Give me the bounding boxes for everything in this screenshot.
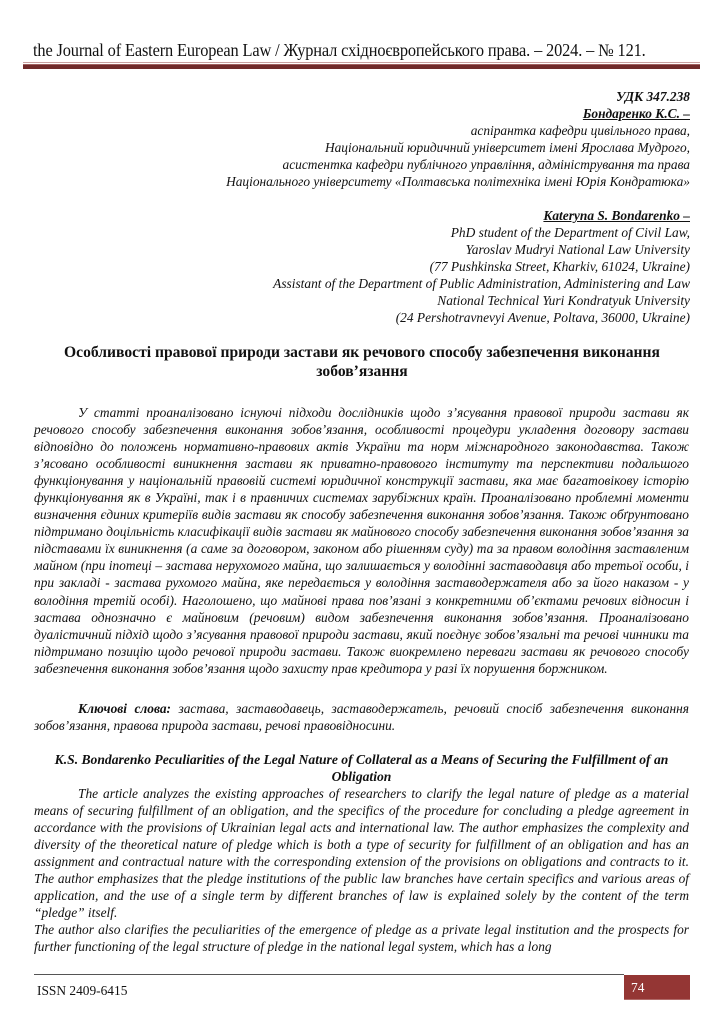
- ua-affiliation-line: Національний юридичний університет імені Ярослава Мудрого,: [324, 140, 690, 155]
- en-affiliation-line: Yaroslav Mudryi National Law University: [465, 242, 690, 257]
- keywords-list: застава, заставодавець, заставодержатель, речовий спосіб забезпечення виконання зобов’язання, правова природа застави, речові правовідносини.: [34, 701, 689, 734]
- en-author-block: [273, 207, 690, 326]
- en-article-title: K.S. Bondarenko Peculiarities of the Legal Nature of Collateral as a Means of Securing the Fulfillment of an Obligation: [54, 752, 669, 784]
- abstract-en-paragraph-2: The author also clarifies the peculiarities of the emergence of pledge as a private legal institution and the prospects for further functioning of the legal structure of pledge in the national legal system, which has a long: [34, 922, 689, 955]
- ua-author-name: Бондаренко К.С. –: [582, 106, 690, 121]
- header-rule-highlight: [23, 62, 700, 63]
- keywords-paragraph: [34, 700, 689, 734]
- en-affiliation-line: Assistant of the Department of Public Administration, Administering and Law: [273, 276, 690, 291]
- footer-rule: [34, 974, 624, 975]
- en-affiliation-line: (77 Pushkinska Street, Kharkiv, 61024, Ukraine): [429, 259, 690, 274]
- en-affiliation-line: National Technical Yuri Kondratyuk University: [437, 293, 690, 308]
- running-header: the Journal of Eastern European Law / Журнал східноєвропейського права. – 2024. – № 121.: [33, 40, 646, 60]
- page-number-badge: 74: [624, 975, 690, 1000]
- abstract-en-paragraph-1: The article analyzes the existing approaches of researchers to clarify the legal nature of pledge as a material means of securing fulfillment of an obligation, and the specifics of the procedure for concluding a pledge agreement in accordance with the provisions of Ukrainian legal acts and international law. The author emphasizes the complexity and diversity of the theoretical nature of pledge which is both a type of security for fulfillment of an obligation and has an assignment and contractual nature with the corresponding extension of the provisions on obligations and contracts to it. The author emphasizes that the pledge institutions of the public law branches have certain specifics and various areas of application, and the use of a single term by different branches of law is explained solely by the content of the term “pledge” itself.: [34, 786, 689, 921]
- keywords-label: Ключові слова:: [78, 701, 172, 716]
- en-author-name: Kateryna S. Bondarenko –: [543, 208, 690, 223]
- udc-code: УДК 347.238: [616, 89, 690, 104]
- ua-author-block: [226, 88, 690, 190]
- ua-affiliation-line: аспірантка кафедри цивільного права,: [470, 123, 690, 138]
- header-rule: [23, 64, 700, 69]
- article-title: Особливості правової природи застави як речового способу забезпечення виконання зобов’язання: [64, 344, 660, 380]
- en-affiliation-line: (24 Pershotravnevyi Avenue, Poltava, 36000, Ukraine): [395, 310, 690, 325]
- en-affiliation-line: PhD student of the Department of Civil Law,: [450, 225, 690, 240]
- abstract-ua: У статті проаналізовано існуючі підходи дослідників щодо з’ясування правової природи застави як речового способу забезпечення виконання зобов’язання, особливості процедури укладення договору застави відповідно до положень нормативно-правових актів України та норм міжнародного законодавства. Також з’ясовано особливості виникнення застави як приватно-правового інституту та перспективи подальшого функціонування у національній правовій системі юридичної конструкції застави, яка має багатовікову історію функціонування як в Україні, так і в правничих системах зарубіжних країн. Проаналізовано проблемні моменти визначення єдиних критеріїв видів застави як способу забезпечення виконання зобов’язання. Також обґрунтовано підтримано доцільність класифікації видів застави як майнового способу забезпечення виконання зобов’язання за підставами їх виникнення (а саме за договором, законом або рішенням суду) та за правом володіння заставленим майном (при іпотеці – застава нерухомого майна, що залишається у володінні заставодавця або третьої особи, і при закладі - застава рухомого майна, яке передається у володіння заставодержателя або за його наказом - у володіння третій особі). Наголошено, що майнові права пов’язані з конкретними об’єктами речових відносин і застава однозначно є майновим (речовим) видом забезпечення виконання зобов’язання. Проаналізовано дуалістичний підхід щодо з’ясування правової природи застави, який поєднує зобов’язальні та речові чинники та підтримано позицію щодо речової природи застави. Також виокремлено переваги застави як речового способу забезпечення виконання зобов’язання щодо захисту прав кредитора у разі їх порушення боржником.: [34, 405, 689, 676]
- ua-affiliation-line: асистентка кафедри публічного управління, адміністрування та права: [282, 157, 690, 172]
- ua-affiliation-line: Національного університету «Полтавська політехніка імені Юрія Кондратюка»: [226, 174, 690, 189]
- issn-label: ISSN 2409-6415: [37, 983, 128, 998]
